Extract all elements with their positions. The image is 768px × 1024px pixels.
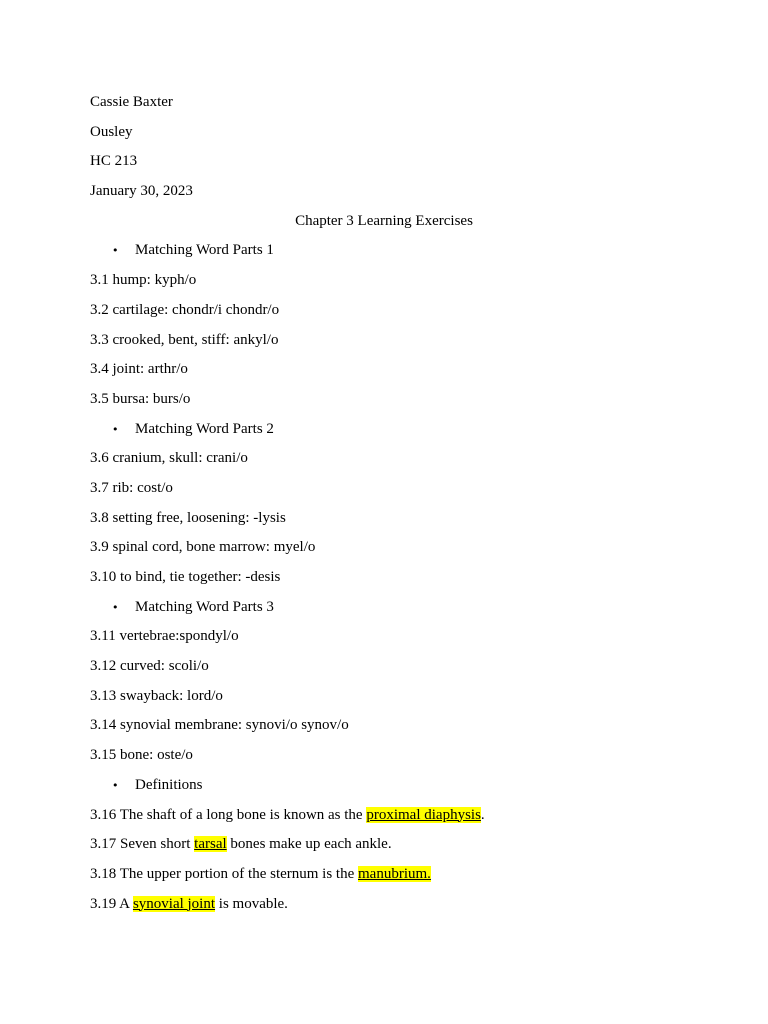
- list-item: 3.4 joint: arthr/o: [90, 361, 188, 378]
- highlighted-answer: synovial joint: [132, 895, 216, 912]
- section-heading: [90, 593, 690, 623]
- section-heading: [90, 236, 690, 266]
- section-heading: [90, 771, 690, 801]
- document-title: Chapter 3 Learning Exercises: [295, 212, 473, 229]
- list-item: 3.9 spinal cord, bone marrow: myel/o: [90, 539, 316, 556]
- instructor-name: Ousley: [90, 123, 133, 140]
- list-item: 3.14 synovial membrane: synovi/o synov/o: [90, 717, 349, 734]
- list-item: 3.3 crooked, bent, stiff: ankyl/o: [90, 331, 279, 348]
- bullet-icon: •: [112, 244, 119, 258]
- definition-text: 3.19 A: [90, 895, 133, 912]
- list-item: 3.12 curved: scoli/o: [90, 658, 209, 675]
- definition-item: [90, 801, 690, 831]
- section-heading-text: Definitions: [135, 776, 203, 793]
- definition-text: 3.18 The upper portion of the sternum is the: [90, 865, 359, 882]
- list-item: 3.15 bone: oste/o: [90, 747, 193, 764]
- definition-text: 3.17 Seven short: [90, 836, 195, 853]
- list-item: 3.1 hump: kyph/o: [90, 272, 197, 289]
- list-item: 3.11 vertebrae:spondyl/o: [90, 628, 239, 645]
- list-item: 3.8 setting free, loosening: -lysis: [90, 509, 286, 526]
- highlighted-answer: tarsal: [194, 836, 227, 853]
- student-name: Cassie Baxter: [90, 94, 173, 110]
- date: January 30, 2023: [90, 183, 193, 200]
- highlighted-answer: proximal diaphysis: [366, 806, 481, 823]
- list-item: 3.5 bursa: burs/o: [90, 390, 191, 407]
- definition-text: 3.16 The shaft of a long bone is known as the: [90, 806, 367, 823]
- section-heading-text: Matching Word Parts 3: [135, 598, 274, 615]
- list-item: 3.10 to bind, tie together: -desis: [90, 569, 281, 585]
- list-item: 3.7 rib: cost/o: [90, 479, 173, 496]
- definition-text: is movable.: [215, 895, 288, 912]
- list-item: 3.6 cranium, skull: crani/o: [90, 450, 248, 467]
- definition-item: [90, 860, 690, 890]
- definition-text: bones make up each ankle.: [226, 836, 392, 853]
- course-code: HC 213: [90, 153, 138, 170]
- highlighted-answer: manubrium.: [358, 865, 431, 882]
- bullet-icon: •: [112, 778, 119, 792]
- list-item: 3.13 swayback: lord/o: [90, 687, 223, 704]
- document-page: [90, 88, 690, 919]
- section-heading-text: Matching Word Parts 1: [135, 242, 274, 259]
- section-heading: [90, 415, 690, 445]
- list-item: 3.2 cartilage: chondr/i chondr/o: [90, 301, 280, 318]
- bullet-icon: •: [112, 422, 119, 436]
- definition-text: .: [480, 806, 485, 823]
- definition-item: [90, 890, 690, 920]
- definition-item: [90, 830, 690, 860]
- section-heading-text: Matching Word Parts 2: [135, 420, 274, 437]
- bullet-icon: •: [112, 600, 119, 614]
